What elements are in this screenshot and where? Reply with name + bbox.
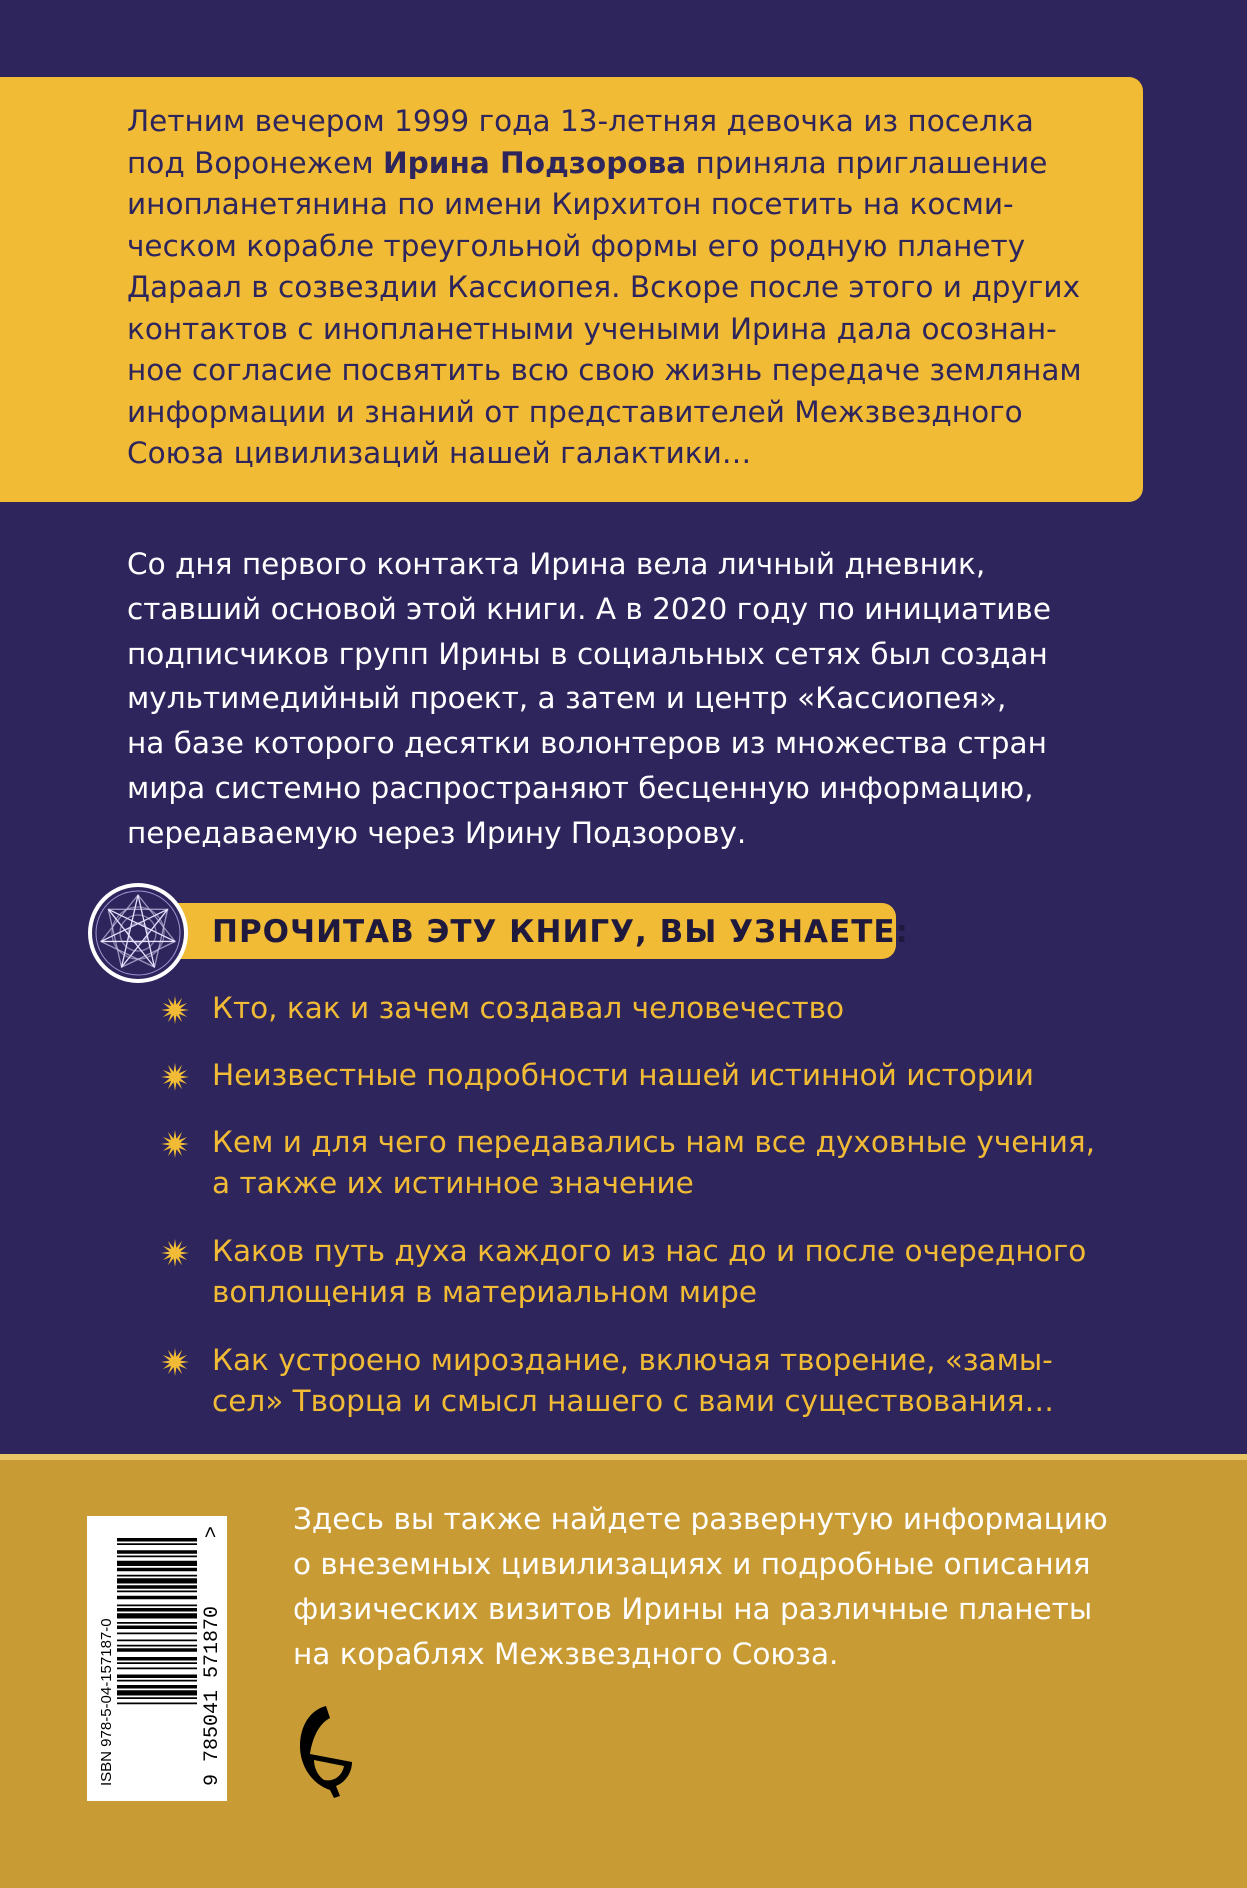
- story-line: ставший основой этой книги. А в 2020 году по инициативе: [127, 591, 1051, 626]
- barcode-graphic: [87, 1516, 227, 1801]
- sun-star-icon: [160, 1129, 190, 1159]
- sun-star-icon: [160, 1347, 190, 1377]
- author-name: Ирина Подзорова: [382, 145, 687, 180]
- intro-line: ное согласие посвятить всю свою жизнь передаче землянам: [127, 353, 1082, 387]
- footer-line: Здесь вы также найдете развернутую информацию: [293, 1502, 1108, 1536]
- story-line: мира системно распространяют бесценную информацию,: [127, 770, 1034, 805]
- sun-star-icon: [160, 1062, 190, 1092]
- seven-pointed-star-emblem-icon: [86, 881, 190, 985]
- footer-line: на кораблях Межзвездного Союза.: [293, 1637, 839, 1671]
- story-line: Со дня первого контакта Ирина вела личный дневник,: [127, 547, 986, 581]
- list-item-text: Кем и для чего передавались нам все духовные учения, а также их истинное значение: [212, 1125, 1096, 1200]
- intro-line: информации и знаний от представителей Межзвездного: [127, 394, 1023, 429]
- barcode-digits: 9 785041 571870: [201, 1605, 224, 1786]
- intro-line: контактов с инопланетными учеными Ирина дала осознан-: [127, 311, 1057, 346]
- footer-line: физических визитов Ирины на различные планеты: [293, 1592, 1093, 1626]
- list-item-text: Кто, как и зачем создавал человечество: [212, 991, 845, 1025]
- barcode: [87, 1516, 227, 1801]
- footer-text: [293, 1497, 1223, 1677]
- story-line: передаваемую через Ирину Подзорову.: [127, 815, 747, 850]
- story-text: [127, 542, 1127, 856]
- intro-line: ческом корабле треугольной формы его родную планету: [127, 228, 1026, 263]
- list-item-text: Как устроено мироздание, включая творение, «замы- сел» Творца и смысл нашего с вами существования…: [212, 1343, 1055, 1418]
- isbn-label: ISBN 978-5-04-157187-0: [98, 1618, 115, 1786]
- barcode-marker: >: [200, 1526, 222, 1538]
- sun-star-icon: [160, 995, 190, 1025]
- list-item-text: Неизвестные подробности нашей истинной истории: [212, 1058, 1034, 1092]
- sun-star-icon: [160, 1238, 190, 1268]
- footer-line: о внеземных цивилизациях и подробные описания: [293, 1547, 1091, 1581]
- story-line: мультимедийный проект, а затем и центр «Кассиопея»,: [127, 681, 1007, 716]
- intro-line: Союза цивилизаций нашей галактики…: [127, 436, 752, 470]
- story-line: подписчиков групп Ирины в социальных сетях был создан: [127, 636, 1048, 671]
- intro-line: под Воронежем Ирина Подзорова приняла приглашение: [127, 145, 1048, 180]
- story-line: на базе которого десятки волонтеров из множества стран: [127, 726, 1047, 761]
- intro-line: Дараал в созвездии Кассиопея. Вскоре после этого и других: [127, 270, 1081, 304]
- publisher-logo-icon: [296, 1700, 356, 1800]
- intro-line: инопланетянина по имени Кирхитон посетить на косми-: [127, 187, 1014, 221]
- intro-text: [127, 101, 1127, 475]
- intro-line: Летним вечером 1999 года 13-летняя девочка из поселка: [127, 104, 1034, 138]
- banner-title: ПРОЧИТАВ ЭТУ КНИГУ, ВЫ УЗНАЕТЕ:: [212, 914, 909, 950]
- list-item-text: Каков путь духа каждого из нас до и после очередного воплощения в материальном мире: [212, 1234, 1087, 1309]
